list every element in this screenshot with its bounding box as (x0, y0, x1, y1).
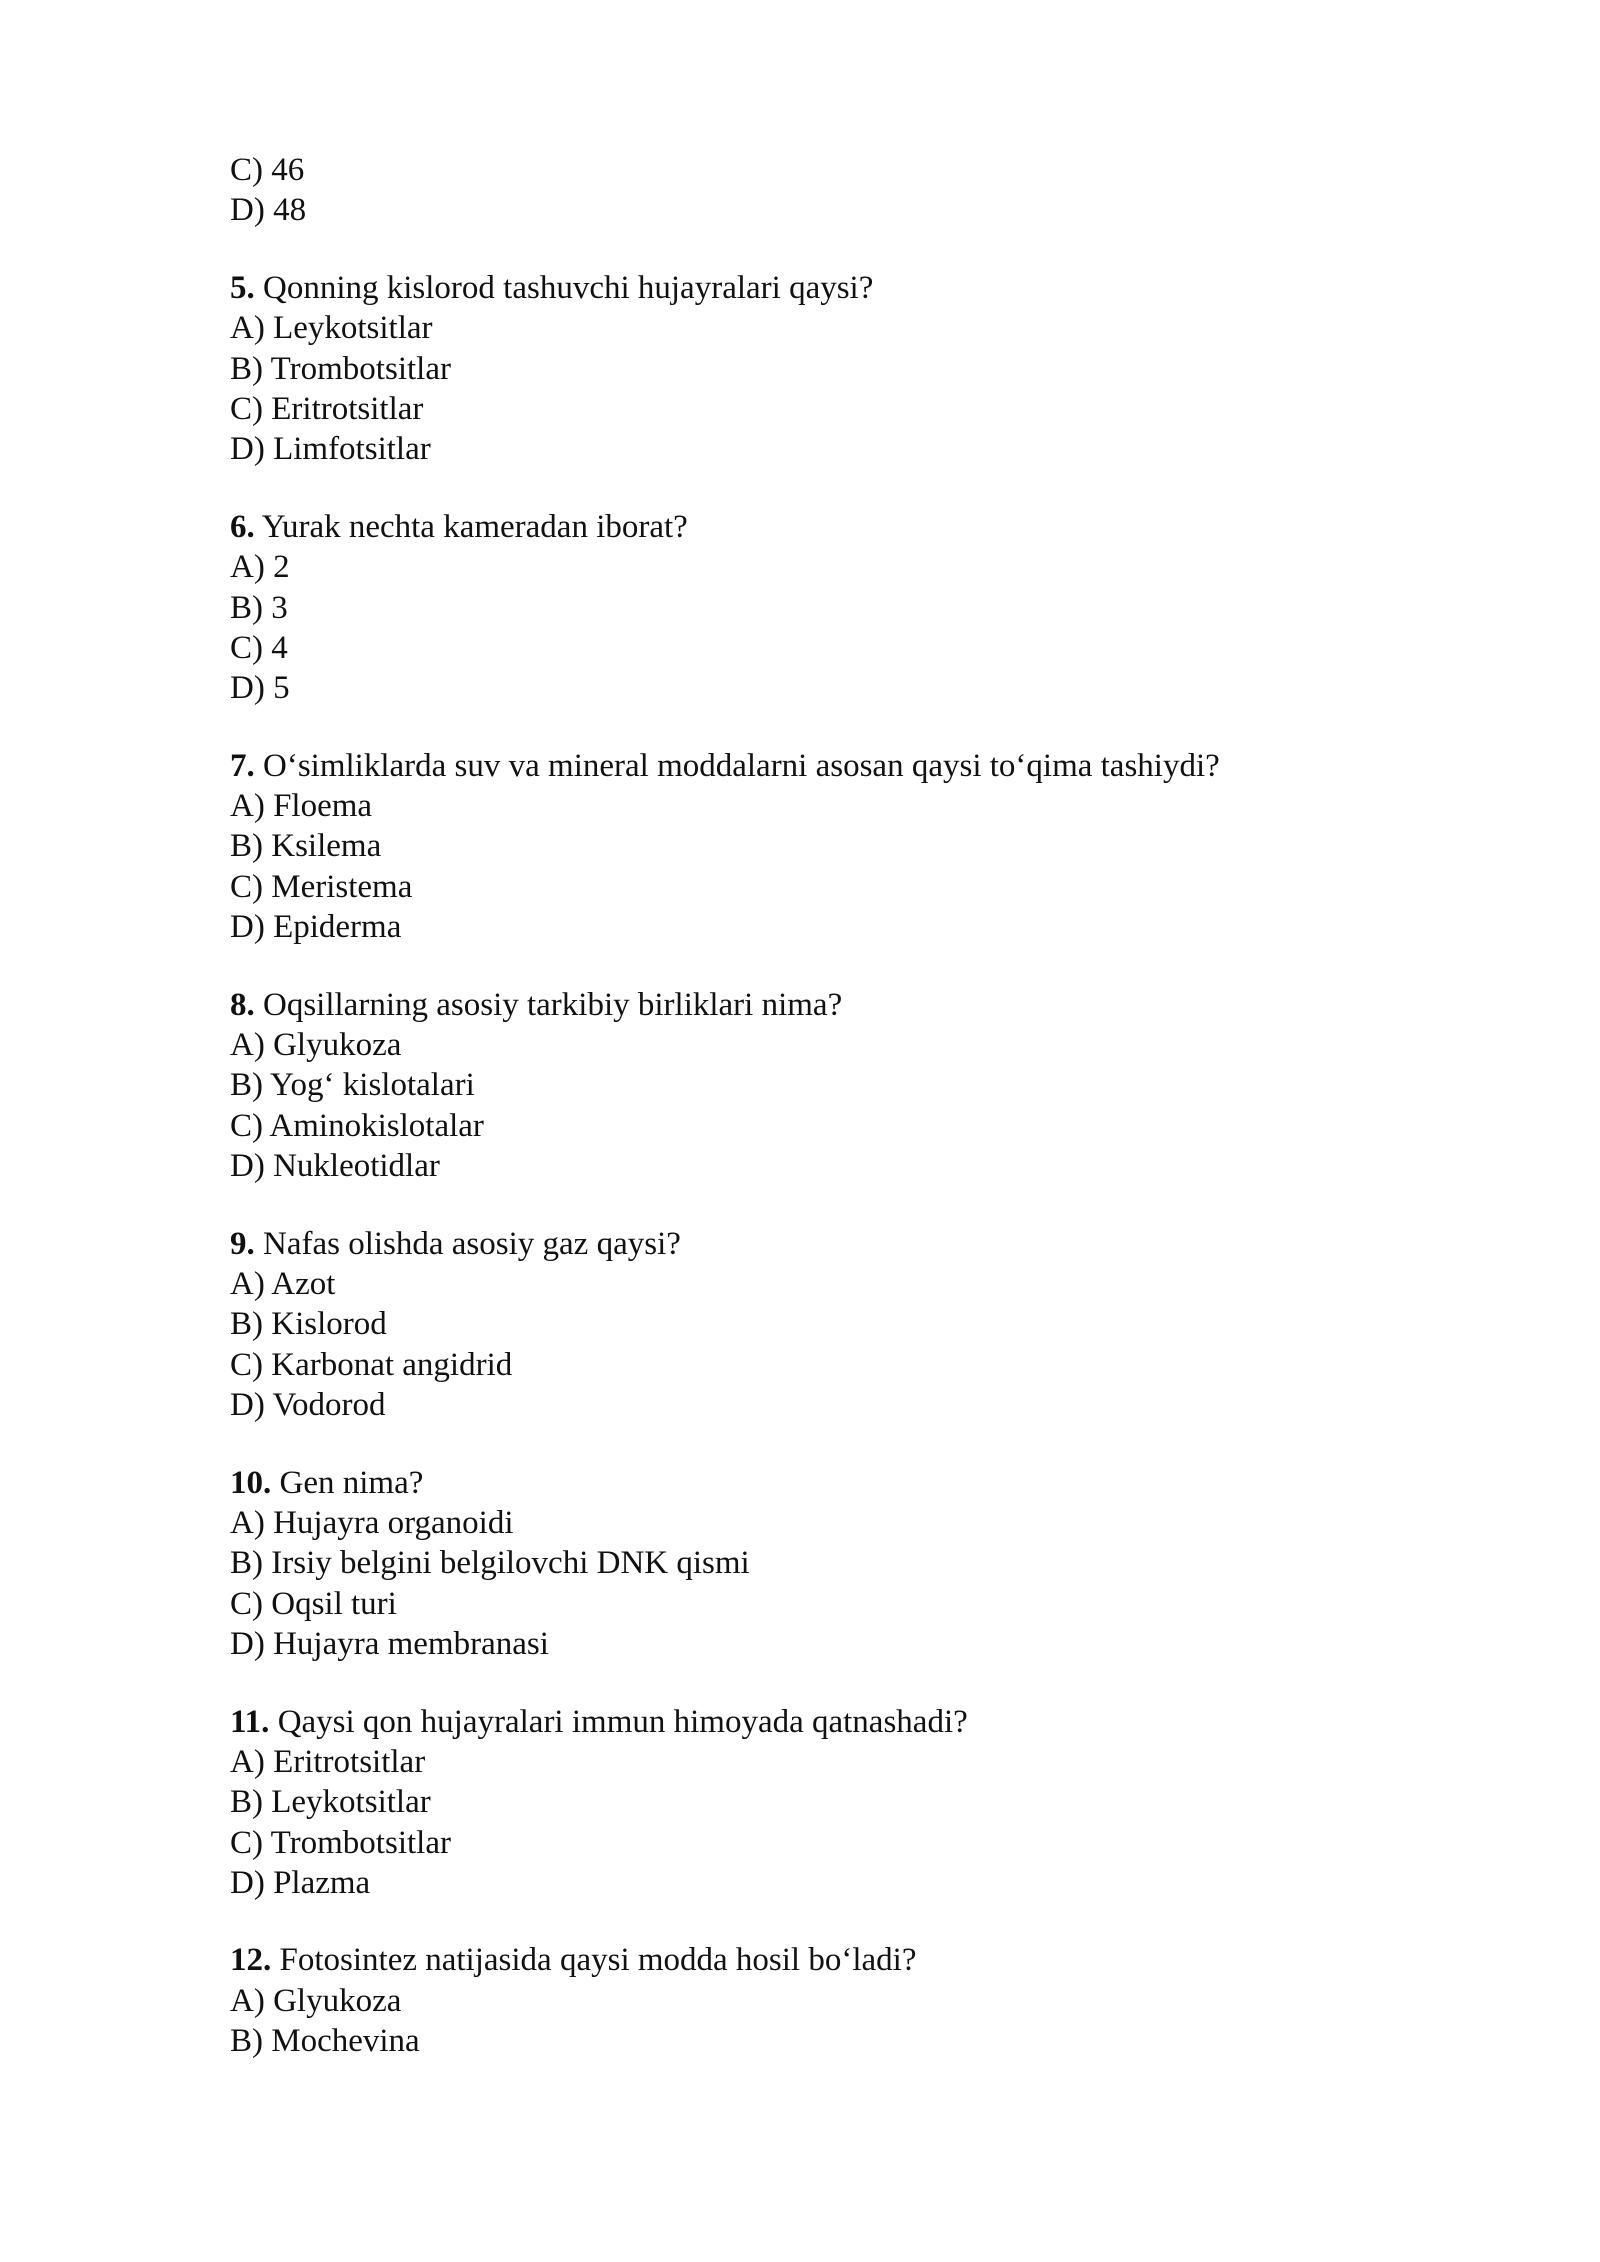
question-number: 6. (230, 508, 255, 545)
question-4-tail (230, 150, 1430, 231)
question-line (230, 1702, 1430, 1742)
question-number: 12. (230, 1942, 272, 1979)
question-text: Nafas olishda asosiy gaz qaysi? (254, 1225, 681, 1262)
answer-option: B) Leykotsitlar (230, 1784, 431, 1821)
question-line (230, 1224, 1430, 1264)
answer-option: A) Eritrotsitlar (230, 1743, 426, 1780)
question-line (230, 1940, 1430, 1980)
answer-option: D) Limfotsitlar (230, 431, 431, 468)
question-8 (230, 985, 1430, 1187)
answer-option: A) 2 (230, 549, 290, 586)
answer-option: B) Mochevina (230, 2023, 420, 2060)
question-7 (230, 746, 1430, 948)
question-9 (230, 1224, 1430, 1426)
question-number: 7. (230, 747, 255, 784)
question-text: Fotosintez natijasida qaysi modda hosil bo‘ladi? (271, 1942, 917, 1979)
question-10 (230, 1463, 1430, 1665)
answer-option: C) Meristema (230, 868, 413, 905)
answer-option: C) 46 (230, 152, 305, 188)
answer-option: C) Karbonat angidrid (230, 1346, 513, 1383)
question-12 (230, 1940, 1430, 2061)
answer-option: C) Eritrotsitlar (230, 390, 424, 427)
question-text: Gen nima? (271, 1464, 424, 1501)
question-number: 8. (230, 986, 255, 1023)
question-line (230, 985, 1430, 1025)
answer-option: D) 5 (230, 670, 290, 707)
answer-option: A) Floema (230, 788, 373, 825)
question-text: Yurak nechta kameradan iborat? (254, 508, 688, 545)
answer-option: B) Kislorod (230, 1306, 387, 1343)
answer-option: D) 48 (230, 192, 307, 229)
answer-option: B) 3 (230, 589, 288, 626)
answer-option: D) Vodorod (230, 1387, 386, 1424)
answer-option: A) Glyukoza (230, 1982, 402, 2019)
answer-option: A) Azot (230, 1265, 336, 1302)
question-text: Qonning kislorod tashuvchi hujayralari qaysi? (254, 269, 874, 306)
question-11 (230, 1702, 1430, 1904)
question-6 (230, 507, 1430, 709)
question-number: 9. (230, 1225, 255, 1262)
answer-option: B) Trombotsitlar (230, 350, 451, 387)
answer-option: D) Epiderma (230, 909, 402, 946)
answer-option: B) Yog‘ kislotalari (230, 1067, 475, 1104)
answer-option: B) Irsiy belgini belgilovchi DNK qismi (230, 1545, 750, 1582)
answer-option: C) Oqsil turi (230, 1585, 397, 1622)
answer-option: D) Nukleotidlar (230, 1148, 440, 1185)
question-text: Qaysi qon hujayralari immun himoyada qatnashadi? (269, 1703, 968, 1740)
answer-option: D) Plazma (230, 1865, 371, 1902)
answer-option: A) Hujayra organoidi (230, 1504, 514, 1541)
answer-option: C) Trombotsitlar (230, 1824, 451, 1861)
answer-option: C) Aminokislotalar (230, 1107, 484, 1144)
question-number: 10. (230, 1464, 272, 1501)
question-line (230, 507, 1430, 547)
question-text: O‘simliklarda suv va mineral moddalarni asosan qaysi to‘qima tashiydi? (254, 747, 1220, 784)
answer-option: A) Leykotsitlar (230, 310, 433, 347)
question-text: Oqsillarning asosiy tarkibiy birliklari nima? (254, 986, 843, 1023)
answer-option: B) Ksilema (230, 828, 382, 865)
question-number: 5. (230, 269, 255, 306)
question-5 (230, 268, 1430, 470)
answer-option: C) 4 (230, 629, 288, 666)
answer-option: D) Hujayra membranasi (230, 1626, 549, 1663)
question-line (230, 1463, 1430, 1503)
answer-option: A) Glyukoza (230, 1027, 402, 1064)
question-number: 11. (230, 1703, 270, 1740)
question-line (230, 746, 1430, 786)
question-line (230, 268, 1430, 308)
document-page (230, 150, 1430, 2099)
